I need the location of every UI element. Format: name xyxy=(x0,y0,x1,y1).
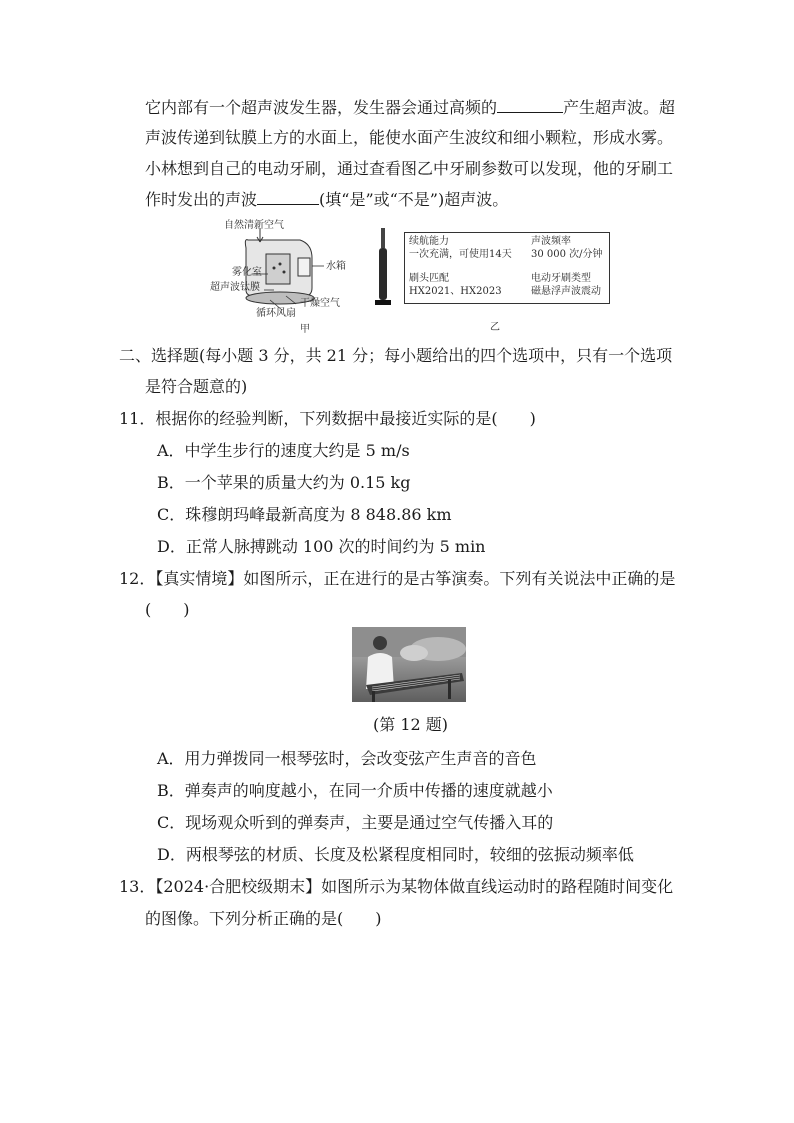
param-table xyxy=(404,232,610,304)
label-fan: 循环风扇 xyxy=(256,308,296,319)
q12-option-b[interactable]: B．弹奏声的响度越小，在同一介质中传播的速度就越小 xyxy=(157,781,553,800)
label-chamber: 雾化室 xyxy=(232,267,262,278)
q11-stem: 11．根据你的经验判断，下列数据中最接近实际的是( ) xyxy=(119,409,536,428)
q11-option-c[interactable]: C．珠穆朗玛峰最新高度为 8 848.86 km xyxy=(157,505,452,524)
section2-line-1: 二、选择题(每小题 3 分，共 21 分；每小题给出的四个选项中，只有一个选项 xyxy=(119,346,673,365)
freq-value: 30 000 次/分钟 xyxy=(531,249,603,260)
section2-line-2: 是符合题意的) xyxy=(145,377,248,396)
label-dry-air: 干燥空气 xyxy=(300,298,340,309)
q11-option-d[interactable]: D．正常人脉搏跳动 100 次的时间约为 5 min xyxy=(157,537,486,556)
caption-jia: 甲 xyxy=(300,324,310,335)
q12-option-a[interactable]: A．用力弹拨同一根琴弦时，会改变弦产生声音的音色 xyxy=(157,749,537,768)
q12-stem: 12．【真实情境】如图所示，正在进行的是古筝演奏。下列有关说法中正确的是 xyxy=(119,569,676,588)
q11-option-b[interactable]: B．一个苹果的质量大约为 0.15 kg xyxy=(157,473,411,492)
intro-line-1b: 产生超声波。超 xyxy=(563,98,676,117)
q12-option-d[interactable]: D．两根琴弦的材质、长度及松紧程度相同时，较细的弦振动频率低 xyxy=(157,845,634,864)
answer-blank-2[interactable] xyxy=(257,190,319,205)
intro-line-4a: 作时发出的声波 xyxy=(145,190,258,209)
toothbrush-icon xyxy=(372,228,396,308)
battery-value: 一次充满，可使用14天 xyxy=(409,249,512,260)
guzheng-photo xyxy=(352,627,466,702)
type-value: 磁悬浮声波震动 xyxy=(531,286,601,297)
caption-yi: 乙 xyxy=(490,322,500,333)
q12-paren: ( ) xyxy=(145,600,190,619)
answer-blank-1[interactable] xyxy=(497,98,563,113)
type-title: 电动牙刷类型 xyxy=(531,273,591,284)
intro-line-4 xyxy=(145,189,508,211)
intro-line-1a: 它内部有一个超声波发生器，发生器会通过高频的 xyxy=(145,98,498,117)
q13-stem: 13．【2024·合肥校级期末】如图所示为某物体做直线运动时的路程随时间变化 xyxy=(119,877,674,896)
q12-caption: (第 12 题) xyxy=(373,715,449,734)
label-tank: 水箱 xyxy=(326,261,346,272)
figure-yi xyxy=(370,226,620,334)
freq-title: 声波频率 xyxy=(531,236,571,247)
intro-line-4b: (填“是”或“不是”)超声波。 xyxy=(319,190,509,209)
head-title: 刷头匹配 xyxy=(409,273,449,284)
intro-line-1 xyxy=(145,97,675,119)
battery-title: 续航能力 xyxy=(409,236,449,247)
head-value: HX2021、HX2023 xyxy=(409,286,502,297)
intro-line-3: 小林想到自己的电动牙刷，通过查看图乙中牙刷参数可以发现，他的牙刷工 xyxy=(145,159,674,178)
label-film: 超声波钛膜 xyxy=(210,282,260,293)
label-air-in: 自然清新空气 xyxy=(224,220,284,231)
guzheng-scene xyxy=(352,627,466,702)
q13-line-2: 的图像。下列分析正确的是( ) xyxy=(145,909,382,928)
q11-option-a[interactable]: A．中学生步行的速度大约是 5 m/s xyxy=(157,441,410,460)
figure-jia xyxy=(200,218,360,333)
q12-option-c[interactable]: C．现场观众听到的弹奏声，主要是通过空气传播入耳的 xyxy=(157,813,554,832)
intro-line-2: 声波传递到钛膜上方的水面上，能使水面产生波纹和细小颗粒，形成水雾。 xyxy=(145,128,674,147)
